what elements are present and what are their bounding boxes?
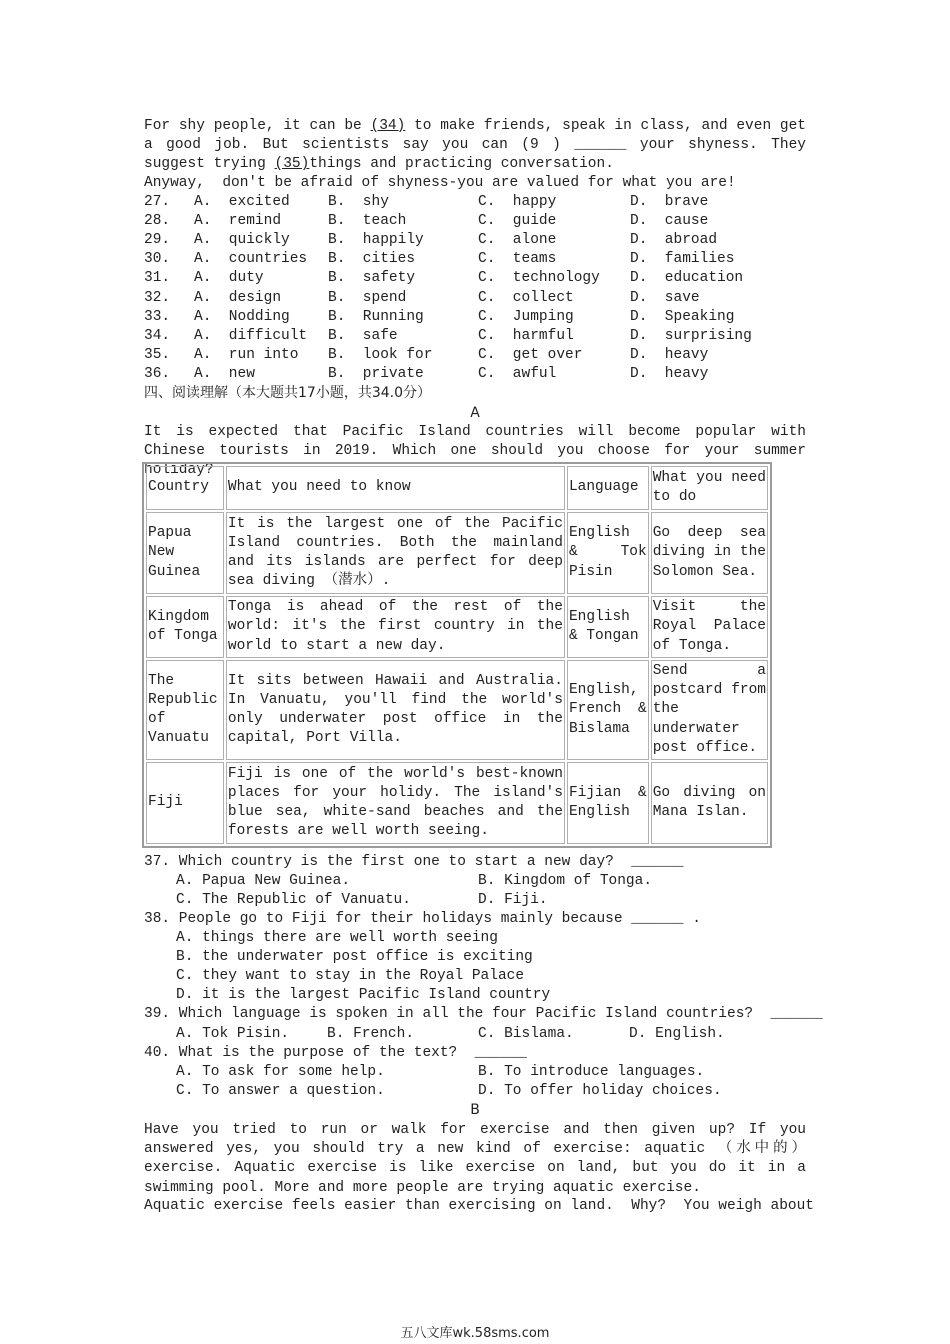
question-39: 39. Which language is spoken in all the four Pacific Island countries? ______	[144, 1006, 823, 1022]
cell-country: Fiji	[146, 762, 224, 844]
q39-option-c: C. Bislama.	[478, 1026, 574, 1042]
q39-option-b: B. French.	[327, 1026, 415, 1042]
q38-option-c: C. they want to stay in the Royal Palace	[176, 968, 525, 984]
option-b: B. Running	[328, 308, 424, 325]
question-number: 33.	[144, 308, 171, 325]
table-row	[146, 660, 768, 760]
option-c: C. happy	[478, 194, 557, 210]
section-heading: 四、阅读理解（本大题共17小题，共34.0分）	[144, 385, 431, 401]
question-number: 32.	[144, 289, 171, 306]
question-number: 28.	[144, 213, 171, 230]
option-a: A. run into	[194, 346, 299, 363]
option-c: C. awful	[478, 365, 557, 382]
question-number: 27.	[144, 194, 171, 210]
cell-country: Kingdom of Tonga	[146, 596, 224, 658]
cell-todo: Visit the Royal Palace of Tonga.	[651, 596, 768, 658]
blank-34: (34)	[370, 118, 406, 134]
cell-language: English & Tok Pisin	[567, 512, 649, 594]
passage-b-label: B	[470, 1102, 480, 1118]
cell-know: Fiji is one of the world's best-known places for your holidy. The island's blue sea, white-sand beaches and the forests are well worth seeing.	[226, 762, 565, 844]
table-row	[146, 596, 768, 658]
cloze-text: things and practicing conversation.	[309, 156, 614, 173]
cell-know: Tonga is ahead of the rest of the world: it's the first country in the world to start a new day.	[226, 596, 565, 658]
passage-b-paragraph: Have you tried to run or walk for exercise and then given up? If you answered yes, you should try a new kind of exercise: aquatic （水中的） exercise. Aquatic exercise is like exercise on land, but you do it in a swimming pool. More and more people are trying aquatic exercise.	[144, 1122, 806, 1196]
question-37: 37. Which country is the first one to start a new day? ______	[144, 854, 684, 870]
question-number: 34.	[144, 327, 171, 344]
islands-table	[142, 462, 772, 848]
option-b: B. safety	[328, 270, 416, 287]
option-d: D. surprising	[630, 327, 752, 344]
cloze-closing: Anyway, don't be afraid of shyness-you are valued for what you are!	[144, 175, 736, 191]
option-d: D. heavy	[630, 346, 709, 363]
option-b: B. shy	[328, 194, 389, 210]
option-d: D. families	[630, 251, 735, 268]
option-a: A. new	[194, 365, 255, 382]
passage-b-paragraph: Aquatic exercise feels easier than exercising on land. Why? You weigh about	[144, 1198, 815, 1214]
option-d: D. heavy	[630, 365, 709, 382]
option-a: A. duty	[194, 270, 264, 287]
cell-country: The Republic of Vanuatu	[146, 660, 224, 760]
option-c: C. collect	[478, 289, 574, 306]
table-row	[146, 762, 768, 844]
option-d: D. abroad	[630, 232, 718, 249]
cell-country: Papua New Guinea	[146, 512, 224, 594]
footer-watermark: 五八文库wk.58sms.com	[400, 1326, 550, 1341]
q38-option-b: B. the underwater post office is exciting	[176, 949, 533, 965]
header-know: What you need to know	[226, 466, 565, 510]
option-a: A. difficult	[194, 327, 308, 344]
option-c: C. technology	[478, 270, 600, 287]
option-c: C. alone	[478, 232, 557, 249]
q40-option-a: A. To ask for some help.	[176, 1064, 385, 1080]
option-c: C. guide	[478, 213, 557, 230]
option-b: B. happily	[328, 232, 424, 249]
option-c: C. get over	[478, 346, 583, 363]
q40-option-d: D. To offer holiday choices.	[478, 1083, 722, 1099]
question-40: 40. What is the purpose of the text? ______	[144, 1045, 527, 1061]
question-number: 36.	[144, 365, 171, 382]
table-row	[146, 512, 768, 594]
option-d: D. cause	[630, 213, 709, 230]
option-a: A. excited	[194, 194, 290, 210]
cloze-text: to make friends, speak in class, and even get a good job. But scientists say you can (9 ) ______ your shyness. They suggest trying	[144, 118, 806, 173]
cell-todo: Go deep sea diving in the Solomon Sea.	[651, 512, 768, 594]
cell-todo: Send a postcard from the underwater post office.	[651, 660, 768, 760]
cell-todo: Go diving on Mana Islan.	[651, 762, 768, 844]
question-38: 38. People go to Fiji for their holidays mainly because ______ .	[144, 911, 701, 927]
header-todo: What you need to do	[651, 466, 768, 510]
cell-know: It sits between Hawaii and Australia. In Vanuatu, you'll find the world's only underwater post office in the capital, Port Villa.	[226, 660, 565, 760]
option-b: B. private	[328, 365, 424, 382]
option-a: A. design	[194, 289, 282, 306]
q37-option-d: D. Fiji.	[478, 892, 548, 908]
cell-language: English, French & Bislama	[567, 660, 649, 760]
blank-35: (35)	[274, 156, 310, 173]
q40-option-c: C. To answer a question.	[176, 1083, 385, 1099]
option-a: A. countries	[194, 251, 308, 268]
option-b: B. spend	[328, 289, 407, 306]
option-d: D. education	[630, 270, 744, 287]
option-c: C. harmful	[478, 327, 574, 344]
option-a: A. Nodding	[194, 308, 290, 325]
question-number: 29.	[144, 232, 171, 249]
cell-know: It is the largest one of the Pacific Island countries. Both the mainland and its islands are perfect for deep sea diving （潜水）.	[226, 512, 565, 594]
question-number: 35.	[144, 346, 171, 363]
option-b: B. safe	[328, 327, 398, 344]
option-a: A. remind	[194, 213, 282, 230]
question-number: 31.	[144, 270, 171, 287]
option-a: A. quickly	[194, 232, 290, 249]
header-language: Language	[567, 466, 649, 510]
cell-language: Fijian & English	[567, 762, 649, 844]
option-b: B. teach	[328, 213, 407, 230]
q38-option-a: A. things there are well worth seeing	[176, 930, 498, 946]
option-c: C. teams	[478, 251, 557, 268]
q38-option-d: D. it is the largest Pacific Island country	[176, 987, 551, 1003]
cell-language: English & Tongan	[567, 596, 649, 658]
option-c: C. Jumping	[478, 308, 574, 325]
option-d: D. save	[630, 289, 700, 306]
option-d: D. brave	[630, 194, 709, 210]
table-header-row	[146, 466, 768, 510]
q37-option-b: B. Kingdom of Tonga.	[478, 873, 653, 889]
header-country: Country	[146, 466, 224, 510]
q39-option-a: A. Tok Pisin.	[176, 1026, 290, 1042]
q37-option-a: A. Papua New Guinea.	[176, 873, 351, 889]
q39-option-d: D. English.	[629, 1026, 725, 1042]
passage-a-label: A	[470, 405, 480, 421]
option-b: B. cities	[328, 251, 416, 268]
option-d: D. Speaking	[630, 308, 735, 325]
option-b: B. look for	[328, 346, 433, 363]
q37-option-c: C. The Republic of Vanuatu.	[176, 892, 411, 908]
passage-a-intro: It is expected that Pacific Island countries will become popular with Chinese tourists in 2019. Which one should you choose for your summer holiday?	[144, 424, 806, 479]
question-number: 30.	[144, 251, 171, 268]
cloze-text: For shy people, it can be	[144, 118, 371, 134]
cloze-paragraph	[144, 117, 806, 175]
q40-option-b: B. To introduce languages.	[478, 1064, 705, 1080]
